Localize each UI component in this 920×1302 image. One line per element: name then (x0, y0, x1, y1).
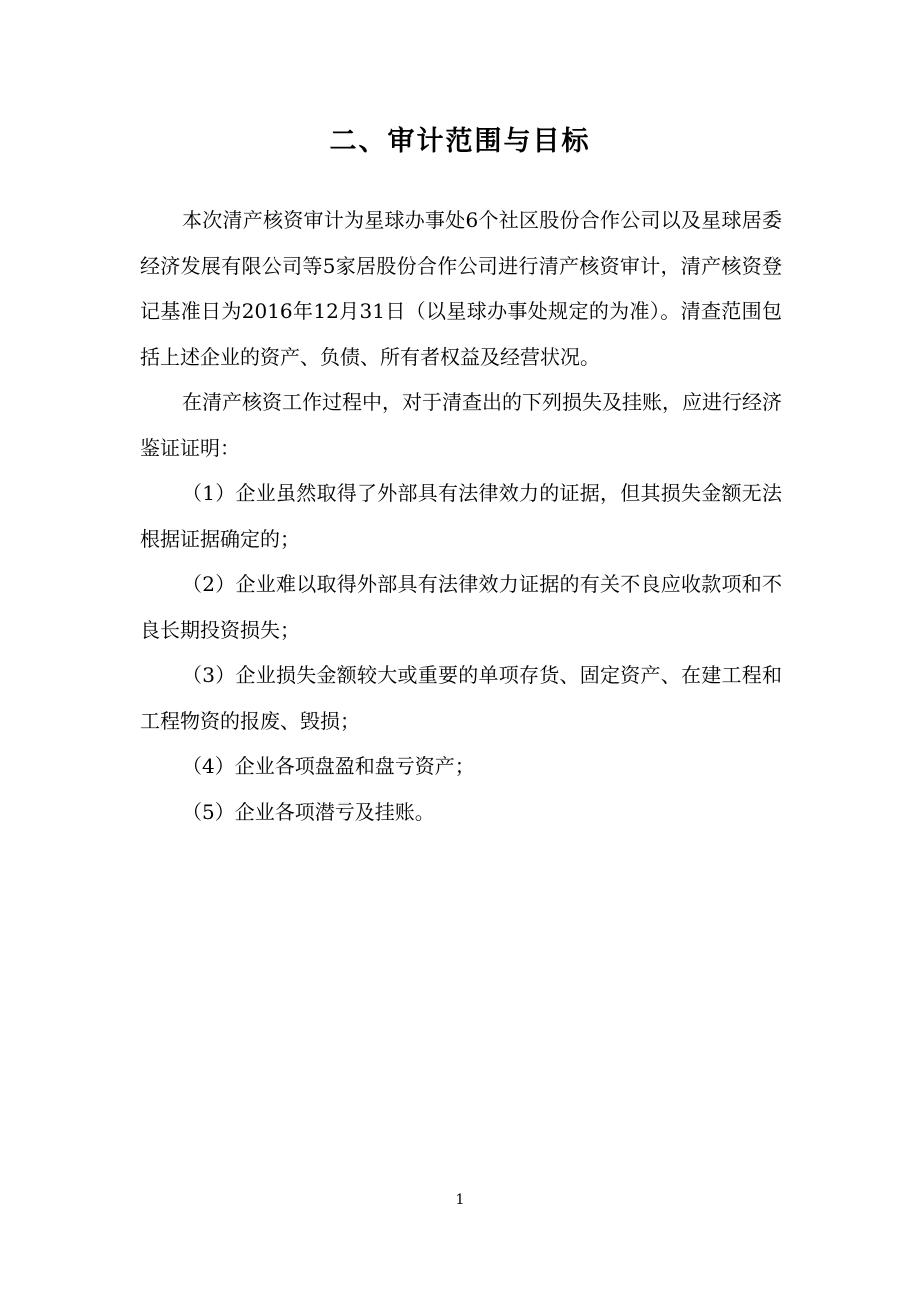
document-body (140, 198, 782, 835)
list-item-5: （5）企业各项潜亏及挂账。 (182, 799, 435, 824)
list-item-1: （1）企业虽然取得了外部具有法律效力的证据，但其损失金额无法根据证据确定的； (140, 481, 782, 551)
list-item-2: （2）企业难以取得外部具有法律效力证据的有关不良应收款项和不良长期投资损失； (140, 572, 782, 642)
paragraph-scope: 本次清产核资审计为星球办事处6个社区股份合作公司以及星球居委经济发展有限公司等5家居股份合作公司进行清产核资审计，清产核资登记基准日为2016年12月31日（以星球办事处规定的为准）。清查范围包括上述企业的资产、负债、所有者权益及经营状况。 (140, 208, 782, 369)
section-title: 二、审计范围与目标 (329, 126, 591, 157)
page-number: 1 (455, 1192, 465, 1208)
list-item-4: （4）企业各项盘盈和盘亏资产； (182, 754, 475, 778)
paragraph-verification-intro: 在清产核资工作过程中，对于清查出的下列损失及挂账，应进行经济鉴证证明： (140, 390, 782, 460)
list-item-3: （3）企业损失金额较大或重要的单项存货、固定资产、在建工程和工程物资的报废、毁损； (140, 663, 782, 733)
